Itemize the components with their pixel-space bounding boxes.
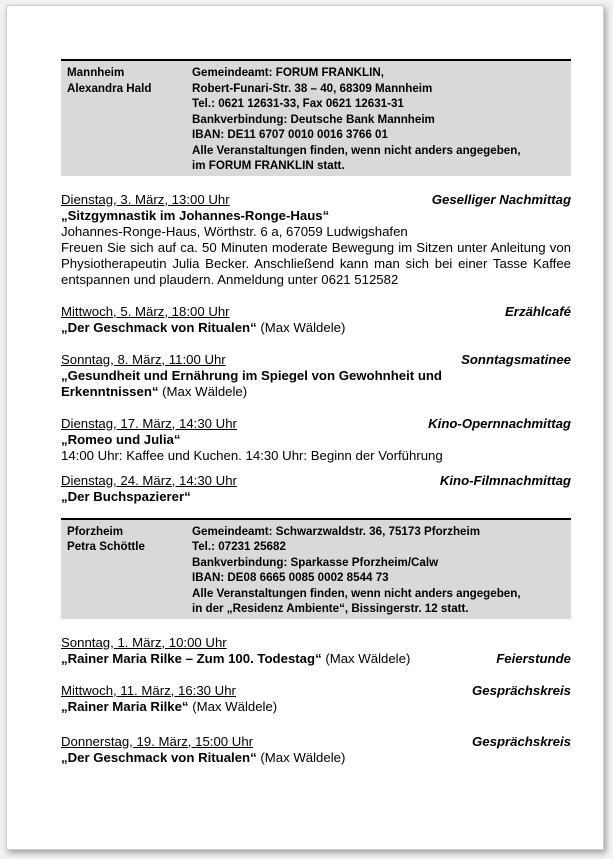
event-category: Gesprächskreis [472,682,571,698]
event-title-line [61,320,571,336]
mannheim-person: Alexandra Hald [67,81,152,95]
event-header [61,192,571,208]
mannheim-office-line: Gemeindeamt: FORUM FRANKLIN, [192,66,384,79]
pforzheim-venue-note-1: Alle Veranstaltungen finden, wenn nicht anders angegeben, [192,586,521,600]
event-author: (Max Wäldele) [188,698,278,714]
mannheim-phone-line: Tel.: 0621 12631-33, Fax 0621 12631-31 [192,97,404,110]
pforzheim-contact [67,524,192,617]
mannheim-address-line: Robert-Funari-Str. 38 – 40, 68309 Mannheim [192,81,433,95]
event-title: „Der Geschmack von Ritualen“ [61,749,257,765]
event-author: (Max Wäldele) [256,749,346,765]
event-category: Feierstunde [496,650,571,666]
event-description: Freuen Sie sich auf ca. 50 Minuten moderate Bewegung im Sitzen unter Anleitung von Physiotherapeutin Julia Becker. Anschließend kann man sich bei einer Tasse Kaffee entspannen und plaudern. Anmeldung unter 0621 512582 [61,239,571,287]
event-title-continued: Erkenntnissen“ [61,383,159,399]
document-page [6,5,604,850]
page-content [61,59,571,766]
mannheim-info-block [61,59,571,176]
event-author: (Max Wäldele) [256,319,346,335]
mannheim-office-details [192,65,565,174]
mannheim-contact [67,65,192,174]
event-title-group [61,651,410,667]
event-date: Mittwoch, 5. März, 18:00 Uhr [61,303,230,319]
event-title: „Gesundheit und Ernährung im Spiegel von Gewohnheit und [61,367,442,383]
event-description: 14:00 Uhr: Kaffee und Kuchen. 14:30 Uhr: Beginn der Vorführung [61,447,443,463]
event-category: Erzählcafé [505,303,571,319]
event-item [61,192,571,288]
event-item [61,473,571,505]
event-title: „Rainer Maria Rilke“ [61,698,189,714]
event-date: Sonntag, 1. März, 10:00 Uhr [61,634,227,650]
event-item [61,416,571,464]
event-location: Johannes-Ronge-Haus, Wörthstr. 6 a, 67059 Ludwigshafen [61,223,408,239]
event-item [61,304,571,336]
event-category: Gesprächskreis [472,733,571,749]
event-category: Sonntagsmatinee [461,351,571,367]
event-title-line [61,651,571,667]
event-header [61,734,571,750]
event-header [61,683,571,699]
event-date: Donnerstag, 19. März, 15:00 Uhr [61,733,254,749]
pforzheim-office-line: Gemeindeamt: Schwarzwaldstr. 36, 75173 Pforzheim [192,524,481,538]
event-title: „Rainer Maria Rilke – Zum 100. Todestag“ [61,650,322,666]
event-date: Mittwoch, 11. März, 16:30 Uhr [61,682,236,698]
event-title-line [61,699,571,715]
event-date: Dienstag, 3. März, 13:00 Uhr [61,191,230,207]
event-title-line [61,750,571,766]
pforzheim-iban-line: IBAN: DE08 6665 0085 0002 8544 73 [192,571,389,584]
event-date: Dienstag, 17. März, 14:30 Uhr [61,415,237,431]
event-item [61,734,571,766]
event-header [61,473,571,489]
pforzheim-info-block [61,518,571,619]
mannheim-venue-note-1: Alle Veranstaltungen finden, wenn nicht anders angegeben, [192,143,521,157]
event-title: „Der Geschmack von Ritualen“ [61,319,257,335]
event-author: (Max Wäldele) [321,650,411,666]
pforzheim-office-details [192,524,565,617]
mannheim-iban-line: IBAN: DE11 6707 0010 0016 3766 01 [192,128,388,141]
pforzheim-bank-line: Bankverbindung: Sparkasse Pforzheim/Calw [192,555,439,569]
event-author: (Max Wäldele) [158,383,248,399]
pforzheim-phone-line: Tel.: 07231 25682 [192,540,286,553]
event-category: Geselliger Nachmittag [431,191,571,207]
mannheim-venue-note-2: im FORUM FRANKLIN statt. [192,159,345,172]
event-item [61,683,571,715]
event-title: „Sitzgymnastik im Johannes-Ronge-Haus“ [61,207,330,223]
mannheim-city: Mannheim [67,66,125,79]
event-header [61,304,571,320]
pforzheim-person: Petra Schöttle [67,540,145,553]
event-date-line [61,635,571,651]
event-category: Kino-Opernnachmittag [428,415,571,431]
event-item [61,352,571,400]
event-header [61,352,571,368]
event-title: „Romeo und Julia“ [61,431,181,447]
event-title: „Der Buchspazierer“ [61,488,191,504]
event-title-line [61,384,571,400]
event-header [61,416,571,432]
event-date: Sonntag, 8. März, 11:00 Uhr [61,351,226,367]
mannheim-bank-line: Bankverbindung: Deutsche Bank Mannheim [192,112,435,126]
pforzheim-city: Pforzheim [67,524,124,538]
event-date: Dienstag, 24. März, 14:30 Uhr [61,472,237,488]
event-category: Kino-Filmnachmittag [439,472,571,488]
pforzheim-venue-note-2: in der „Residenz Ambiente“, Bissingerstr. 12 statt. [192,602,469,615]
event-item [61,635,571,667]
